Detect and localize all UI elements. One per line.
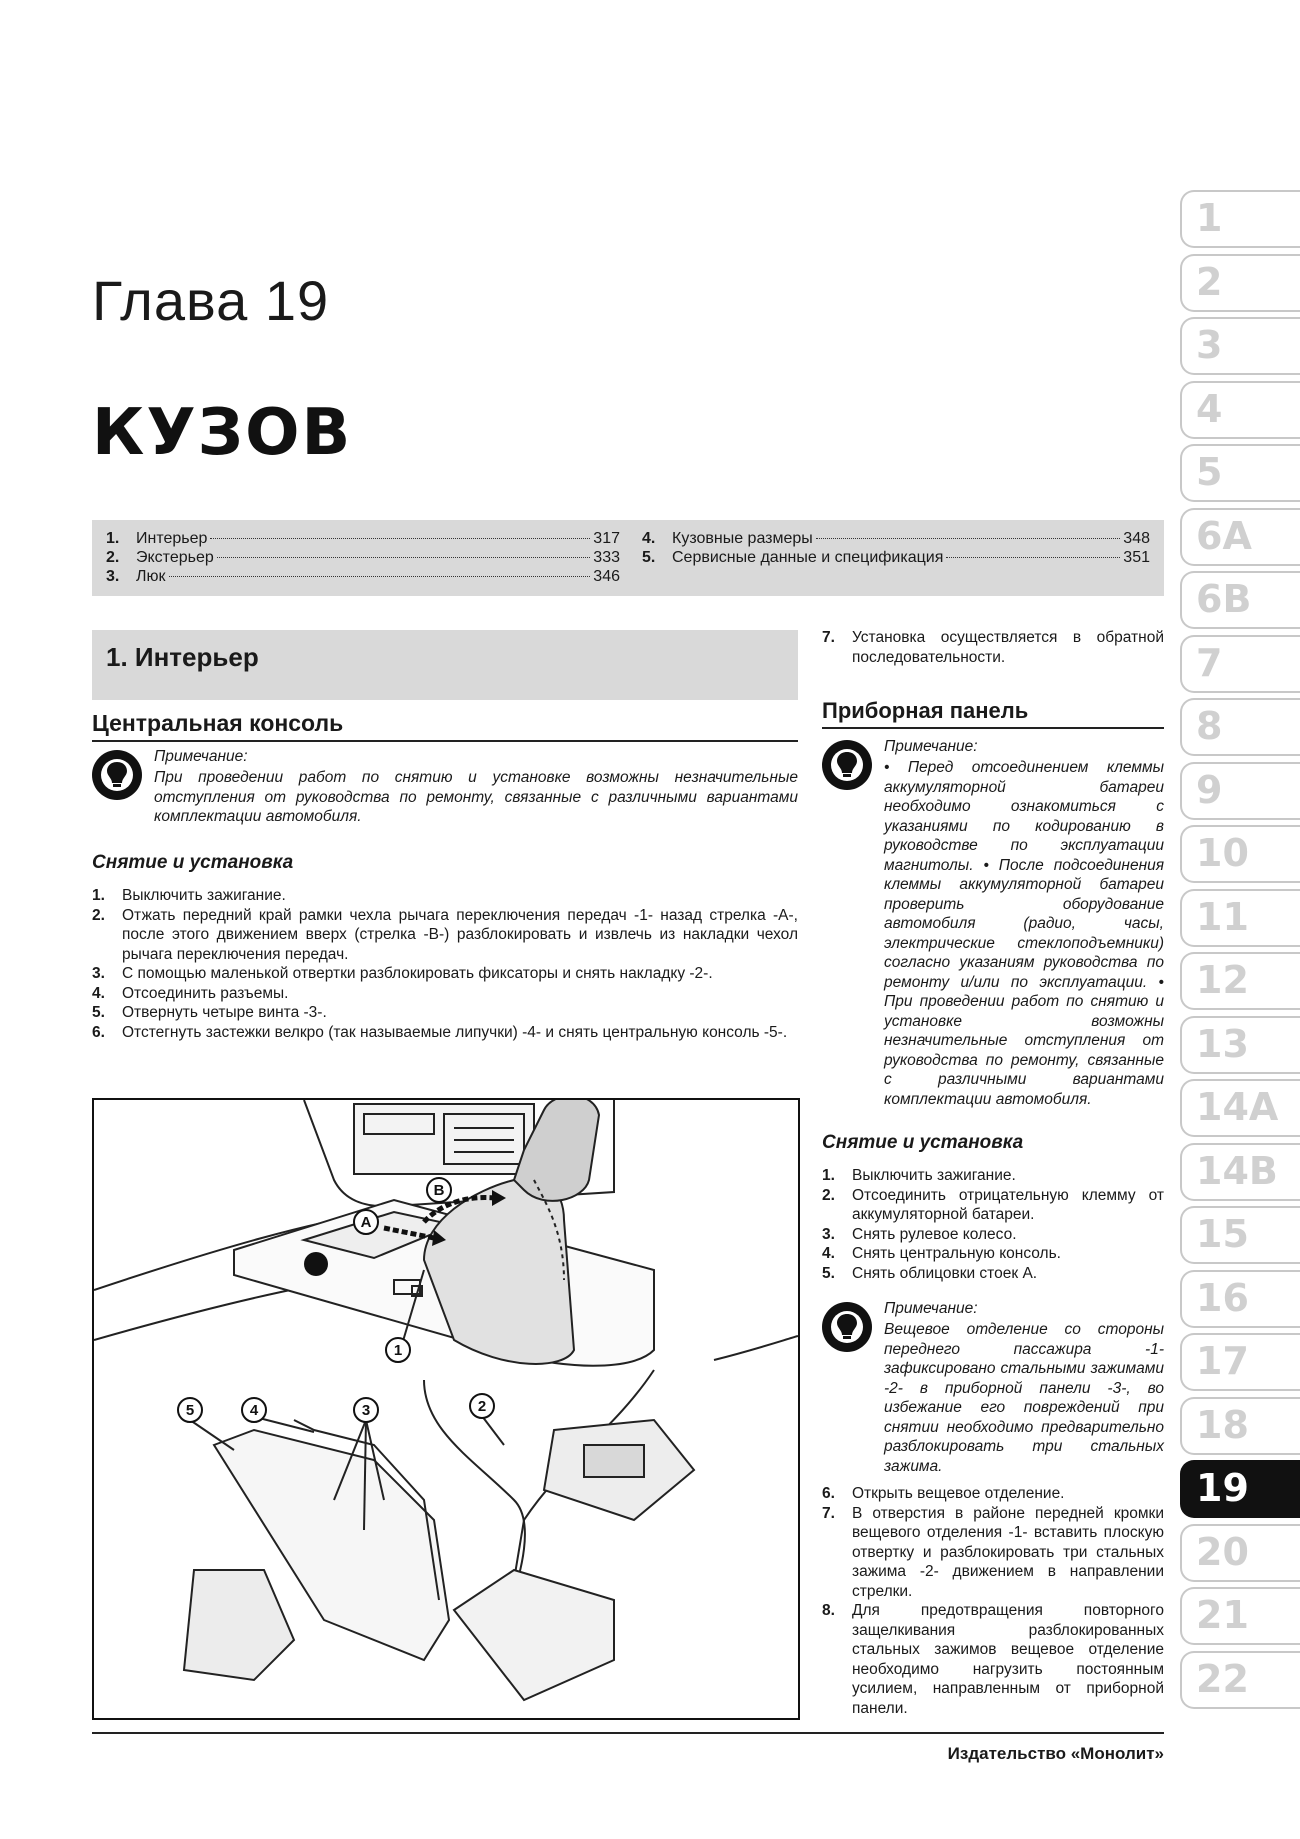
footer-divider bbox=[92, 1732, 1164, 1734]
list-item bbox=[822, 628, 1164, 667]
callout-a-label: A bbox=[360, 1214, 372, 1231]
toc-text: Интерьер bbox=[136, 530, 208, 547]
chapter-tab-12[interactable] bbox=[1180, 952, 1300, 1010]
toc-page: 348 bbox=[1123, 530, 1150, 547]
chapter-tab-label: 18 bbox=[1196, 1403, 1249, 1447]
toc-leader bbox=[217, 557, 591, 558]
chapter-tab-label: 16 bbox=[1196, 1276, 1249, 1320]
chapter-tab-label: 6B bbox=[1196, 577, 1252, 621]
step-number: 7. bbox=[822, 1504, 835, 1522]
toc-column-left bbox=[106, 530, 620, 587]
chapter-tab-2[interactable] bbox=[1180, 254, 1300, 312]
chapter-tab-7[interactable] bbox=[1180, 635, 1300, 693]
note-label: Примечание: bbox=[884, 738, 978, 755]
toc-text: Кузовные размеры bbox=[672, 530, 813, 547]
step-text: Отвернуть четыре винта -3-. bbox=[122, 1004, 327, 1021]
list-item bbox=[822, 1264, 1164, 1284]
chapter-tab-14a[interactable] bbox=[1180, 1079, 1300, 1137]
toc-num: 2. bbox=[106, 549, 120, 566]
step-text: Для предотвращения повторного защелкивания разблокированных стальных зажимов вещевое отделение необходимо нагрузить постоянным усилием, направленным от приборной панели. bbox=[852, 1602, 1164, 1717]
step-number: 6. bbox=[92, 1023, 105, 1041]
toc-page: 351 bbox=[1123, 549, 1150, 566]
list-item bbox=[822, 1225, 1164, 1245]
dashboard-removal-heading: Снятие и установка bbox=[822, 1132, 1024, 1153]
step-number: 8. bbox=[822, 1602, 835, 1619]
toc-entry[interactable] bbox=[106, 549, 620, 568]
chapter-tab-label: 4 bbox=[1196, 387, 1223, 431]
logo-mark bbox=[304, 1252, 328, 1276]
list-item bbox=[822, 1186, 1164, 1225]
chapter-tab-21[interactable] bbox=[1180, 1587, 1300, 1645]
chapter-tab-label: 5 bbox=[1196, 450, 1223, 494]
chapter-tab-label: 8 bbox=[1196, 704, 1223, 748]
console-diagram bbox=[92, 1098, 800, 1720]
step-text: Снять облицовки стоек А. bbox=[852, 1264, 1038, 1282]
toc-page: 317 bbox=[593, 530, 620, 547]
step-number: 7. bbox=[822, 629, 835, 646]
chapter-title: КУЗОВ bbox=[92, 396, 353, 470]
chapter-tab-label: 15 bbox=[1196, 1212, 1249, 1256]
toc-entry[interactable] bbox=[106, 530, 620, 549]
step-text: С помощью маленькой отвертки разблокировать фиксаторы и снять накладку -2-. bbox=[122, 965, 713, 982]
note-text: Вещевое отделение со стороны переднего пассажира -1- зафиксировано стальными зажимами -2- в приборной панели -3-, во избежание его повреждений при снятии необходимо предварительно разблокировать три стальных зажима. bbox=[884, 1321, 1164, 1475]
step-number: 1. bbox=[822, 1167, 835, 1184]
step-text: Отсоединить отрицательную клемму от аккумуляторной батареи. bbox=[852, 1186, 1164, 1223]
chapter-tab-label: 10 bbox=[1196, 831, 1249, 875]
chapter-tab-14b[interactable] bbox=[1180, 1143, 1300, 1201]
step-number: 3. bbox=[822, 1225, 835, 1243]
chapter-tab-20[interactable] bbox=[1180, 1524, 1300, 1582]
list-item bbox=[92, 984, 798, 1004]
chapter-tab-9[interactable] bbox=[1180, 762, 1300, 820]
list-item bbox=[92, 906, 798, 965]
step-number: 3. bbox=[92, 965, 105, 982]
note-text: • Перед отсоединением клеммы аккумуляторной батареи необходимо ознакомиться с указаниями по кодированию в руководстве по эксплуатации магнитолы. • После подсоединения клеммы аккумуляторной батареи проверить оборудование автомобиля (радио, часы, электрические стеклоподъемники) согласно указаниям руководства по ремонту и/или по эксплуатации. • При проведении работ по снятию и установке возможны незначительные отступления от руководства по ремонту, связанные с различными вариантами комплектации автомобиля. bbox=[884, 759, 1164, 1108]
step-number: 1. bbox=[92, 887, 105, 904]
toc-entry[interactable] bbox=[642, 530, 1150, 549]
list-item bbox=[822, 1504, 1164, 1602]
chapter-tab-10[interactable] bbox=[1180, 825, 1300, 883]
note-label: Примечание: bbox=[884, 1300, 978, 1317]
lightbulb-icon bbox=[822, 1302, 872, 1352]
toc-entry[interactable] bbox=[106, 568, 620, 587]
step-number: 5. bbox=[822, 1264, 835, 1282]
step-text: В отверстия в районе передней кромки вещевого отделения -1- вставить плоскую отвертку и разблокировать три стальных зажима -2- движением в направлении стрелки. bbox=[852, 1504, 1164, 1600]
toc-leader bbox=[210, 538, 590, 539]
toc-page: 333 bbox=[593, 549, 620, 566]
dashboard-note-2 bbox=[822, 1300, 1164, 1475]
note-text: При проведении работ по снятию и установке возможны незначительные отступления от руководства по ремонту, связанные с различными вариантами комплектации автомобиля. bbox=[154, 769, 798, 825]
dashboard-steps-a bbox=[822, 1166, 1164, 1283]
list-item bbox=[822, 1244, 1164, 1264]
lightbulb-icon bbox=[822, 740, 872, 790]
chapter-tab-label: 20 bbox=[1196, 1530, 1249, 1574]
chapter-tab-label: 17 bbox=[1196, 1339, 1249, 1383]
toc-text: Люк bbox=[136, 568, 166, 585]
list-item bbox=[92, 886, 798, 906]
callout-1-label: 1 bbox=[393, 1342, 403, 1359]
chapter-tab-11[interactable] bbox=[1180, 889, 1300, 947]
chapter-tab-6b[interactable] bbox=[1180, 571, 1300, 629]
note-label: Примечание: bbox=[154, 748, 248, 765]
step-text: Установка осуществляется в обратной последовательности. bbox=[852, 629, 1164, 666]
chapter-tab-label: 19 bbox=[1196, 1466, 1249, 1510]
callout-5-label: 5 bbox=[185, 1402, 195, 1419]
step-text: Снять центральную консоль. bbox=[852, 1245, 1061, 1262]
chapter-tab-label: 11 bbox=[1196, 895, 1249, 939]
step-text: Выключить зажигание. bbox=[852, 1167, 1016, 1184]
toc-text: Экстерьер bbox=[136, 549, 214, 566]
chapter-tab-1[interactable] bbox=[1180, 190, 1300, 248]
step-text: Отжать передний край рамки чехла рычага переключения передач -1- назад стрелка -А-, после этого движением вверх (стрелка -В-) разблокировать и извлечь из накладки чехол рычага переключения передач. bbox=[122, 906, 798, 963]
chapter-tab-label: 2 bbox=[1196, 260, 1223, 304]
chapter-tab-15[interactable] bbox=[1180, 1206, 1300, 1264]
chapter-tab-22[interactable] bbox=[1180, 1651, 1300, 1709]
step-number: 6. bbox=[822, 1485, 835, 1502]
toc-leader bbox=[816, 538, 1120, 539]
toc-num: 1. bbox=[106, 530, 120, 547]
dashboard-heading: Приборная панель bbox=[822, 698, 1164, 729]
chapter-tab-13[interactable] bbox=[1180, 1016, 1300, 1074]
table-of-contents bbox=[92, 520, 1164, 596]
chapter-tab-8[interactable] bbox=[1180, 698, 1300, 756]
callout-4-label: 4 bbox=[249, 1402, 259, 1419]
chapter-tab-6a[interactable] bbox=[1180, 508, 1300, 566]
list-item bbox=[92, 1023, 798, 1043]
chapter-tab-label: 3 bbox=[1196, 323, 1223, 367]
toc-num: 3. bbox=[106, 568, 120, 585]
section-title-bar bbox=[92, 630, 798, 700]
chapter-tab-label: 12 bbox=[1196, 958, 1249, 1002]
chapter-tab-label: 13 bbox=[1196, 1022, 1249, 1066]
step-number: 5. bbox=[92, 1004, 105, 1021]
list-item bbox=[92, 964, 798, 984]
step-number: 2. bbox=[822, 1186, 835, 1204]
toc-text: Сервисные данные и спецификация bbox=[672, 549, 944, 566]
list-item bbox=[822, 1484, 1164, 1504]
chapter-tab-label: 1 bbox=[1196, 196, 1223, 240]
list-item bbox=[822, 1601, 1164, 1718]
list-item bbox=[92, 1003, 798, 1023]
console-removal-heading: Снятие и установка bbox=[92, 852, 294, 873]
dashboard-steps-b bbox=[822, 1484, 1164, 1718]
chapter-tab-19[interactable] bbox=[1180, 1460, 1300, 1518]
toc-leader bbox=[946, 557, 1120, 558]
callout-b-label: B bbox=[433, 1182, 445, 1199]
chapter-tab-label: 14B bbox=[1196, 1149, 1278, 1193]
toc-column-right bbox=[642, 530, 1150, 568]
chapter-tab-17[interactable] bbox=[1180, 1333, 1300, 1391]
step-number: 2. bbox=[92, 906, 105, 924]
console-note bbox=[92, 748, 798, 830]
chapter-tab-label: 14A bbox=[1196, 1085, 1279, 1129]
step-number: 4. bbox=[92, 984, 105, 1002]
list-item bbox=[822, 1166, 1164, 1186]
chapter-tab-label: 7 bbox=[1196, 641, 1223, 685]
step-number: 4. bbox=[822, 1245, 835, 1262]
section-title: 1. Интерьер bbox=[106, 642, 259, 672]
step-7-block bbox=[822, 628, 1164, 667]
publisher-name: Издательство «Монолит» bbox=[947, 1744, 1164, 1763]
chapter-label: Глава 19 bbox=[92, 269, 330, 332]
chapter-tab-5[interactable] bbox=[1180, 444, 1300, 502]
step-text: Снять рулевое колесо. bbox=[852, 1225, 1017, 1243]
toc-leader bbox=[169, 576, 591, 577]
dashboard-note bbox=[822, 738, 1164, 1108]
chapter-tab-label: 21 bbox=[1196, 1593, 1249, 1637]
step-text: Выключить зажигание. bbox=[122, 887, 286, 904]
chapter-tab-3[interactable] bbox=[1180, 317, 1300, 375]
chapter-tab-16[interactable] bbox=[1180, 1270, 1300, 1328]
chapter-tab-18[interactable] bbox=[1180, 1397, 1300, 1455]
toc-num: 4. bbox=[642, 530, 656, 547]
callout-2-label: 2 bbox=[477, 1398, 487, 1415]
step-text: Открыть вещевое отделение. bbox=[852, 1485, 1065, 1502]
chapter-tab-label: 9 bbox=[1196, 768, 1223, 812]
lightbulb-icon bbox=[92, 750, 142, 800]
chapter-tab-label: 6A bbox=[1196, 514, 1252, 558]
toc-num: 5. bbox=[642, 549, 656, 566]
diagram-drawing bbox=[94, 1100, 798, 1718]
step-text: Отсоединить разъемы. bbox=[122, 984, 289, 1002]
chapter-tab-4[interactable] bbox=[1180, 381, 1300, 439]
chapter-tab-label: 22 bbox=[1196, 1657, 1249, 1701]
console-steps bbox=[92, 886, 798, 1042]
callout-3-label: 3 bbox=[361, 1402, 371, 1419]
toc-page: 346 bbox=[593, 568, 620, 585]
toc-entry[interactable] bbox=[642, 549, 1150, 568]
step-text: Отстегнуть застежки велкро (так называемые липучки) -4- и снять центральную консоль -5-. bbox=[122, 1023, 788, 1041]
console-heading: Центральная консоль bbox=[92, 710, 798, 742]
